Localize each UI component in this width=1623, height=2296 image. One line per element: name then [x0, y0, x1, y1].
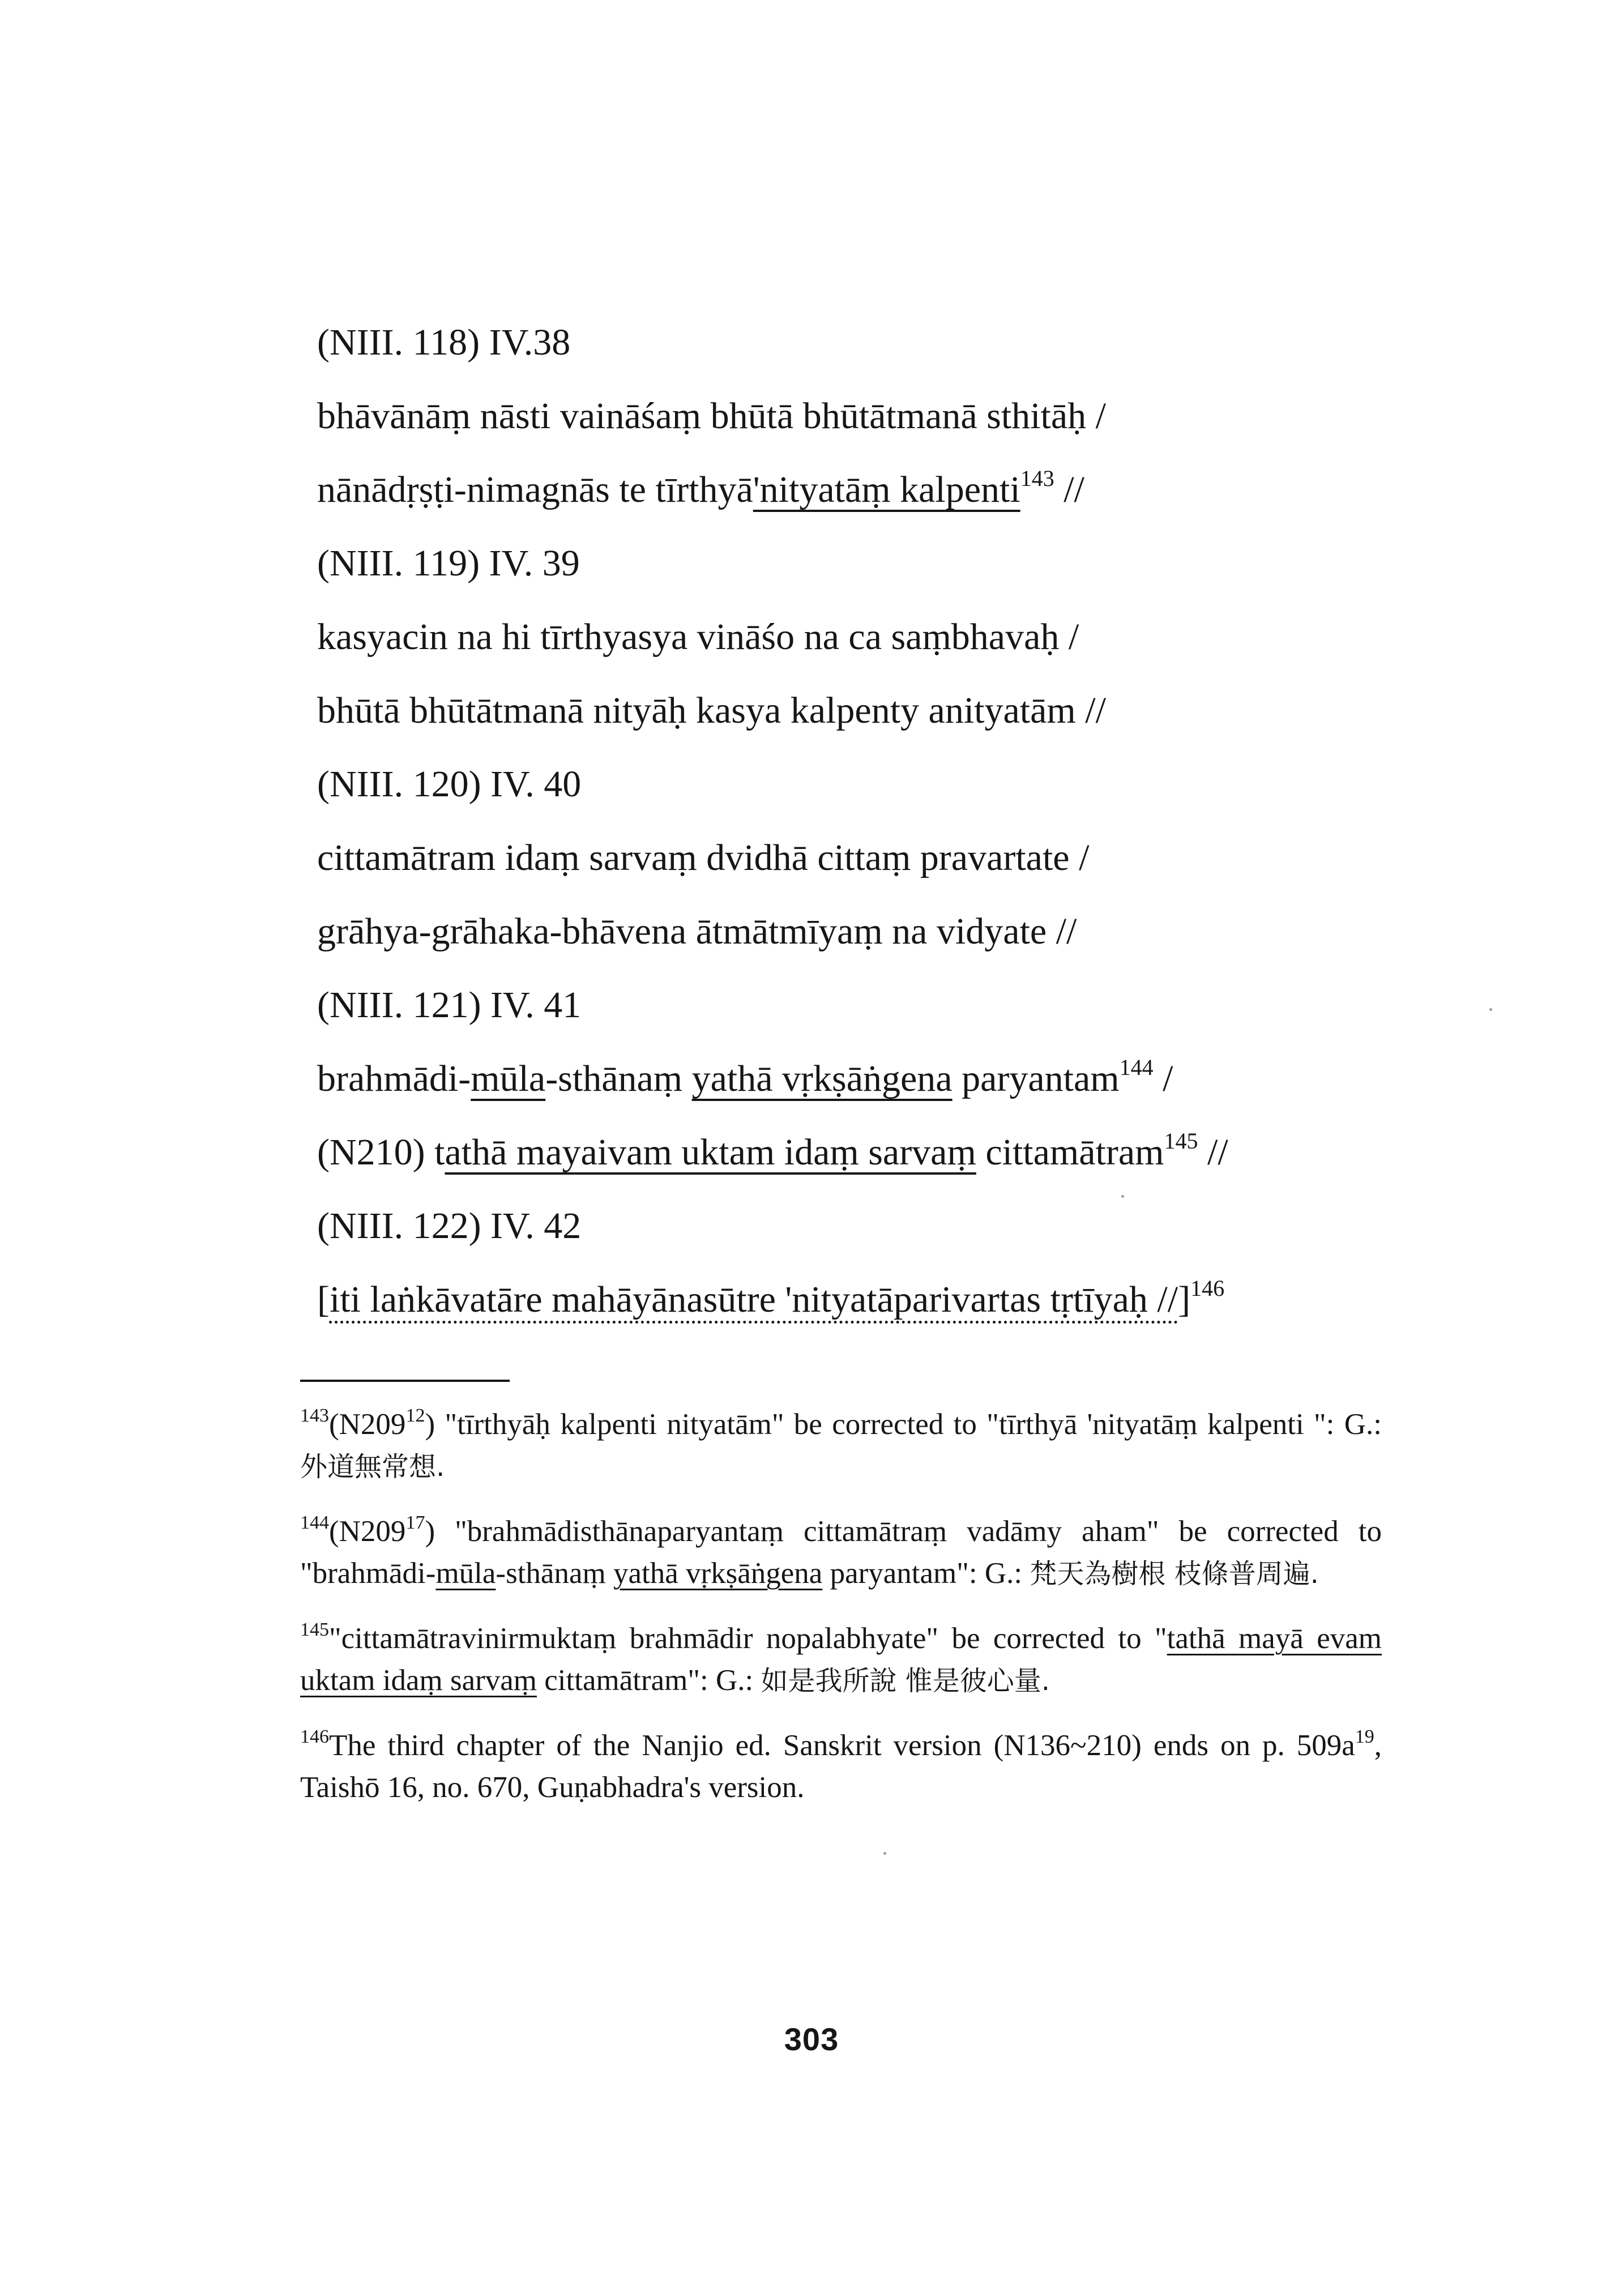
verse-line: bhāvānāṃ nāsti vaināśaṃ bhūtā bhūtātmanā sthitāḥ /: [317, 395, 1106, 437]
underlined-phrase: athā mayaivam uktam idaṃ sarvaṃ: [445, 1132, 976, 1173]
footnote-marker: 146: [1190, 1275, 1225, 1301]
verse-ref: (NIII. 121) IV. 41: [317, 984, 582, 1026]
footnote: $^{144}(N209^{17})$ "brahmādisthānaparyantaṃ cittamātraṃ vadāmy aham" be corrected to "brahmādi-mūla-sthānaṃ yathā vṛkṣāṅgena paryantam": G.: 梵天為樹根 枝條普周遍.: [300, 1512, 1382, 1590]
footnote-number: 145: [300, 1619, 329, 1640]
verse-line: brahmādi-mūla-sthānaṃ yathā vṛkṣāṅgena paryantam$^{144}$ /: [317, 1055, 1173, 1099]
scan-speck: [1121, 1195, 1124, 1198]
footnote-number: 143: [300, 1405, 329, 1426]
footnote: $^{145}$"cittamātravinirmuktaṃ brahmādir nopalabhyate" be corrected to "tathā mayā evam uktam idaṃ sarvaṃ cittamātram": G.: 如是我所說 惟是彼心量.: [300, 1619, 1382, 1697]
footnote-marker: 145: [1164, 1128, 1198, 1154]
footnote-marker: 144: [1119, 1055, 1154, 1080]
underlined-phrase: mūla: [471, 1058, 546, 1099]
underlined-phrase: yathā vṛkṣāṅgena: [613, 1557, 823, 1590]
dotted-underlined-phrase: iti laṅkāvatāre mahāyānasūtre 'nityatāparivartas tṛtīyaḥ //: [329, 1279, 1178, 1320]
verse-line: bhūtā bhūtātmanā nityāḥ kasya kalpenty anityatām //: [317, 690, 1106, 731]
footnote-number: 144: [300, 1512, 329, 1533]
scan-speck: [1489, 1008, 1492, 1011]
chinese-text: 梵天為樹根 枝條普周遍.: [1030, 1558, 1319, 1590]
verse-line: grāhya-grāhaka-bhāvena ātmātmīyaṃ na vidyate //: [317, 911, 1077, 952]
underlined-phrase: yathā vṛkṣāṅgena: [691, 1058, 953, 1099]
footnote-number: 146: [300, 1726, 329, 1747]
underlined-phrase: mūla: [435, 1557, 496, 1590]
verse-ref: (NIII. 118) IV.38: [317, 322, 571, 363]
verse-ref: (NIII. 119) IV. 39: [317, 543, 580, 584]
verse-ref: (NIII. 122) IV. 42: [317, 1205, 582, 1247]
footnote-marker: 143: [1020, 466, 1054, 491]
verse-line: kasyacin na hi tīrthyasya vināśo na ca saṃbhavaḥ /: [317, 616, 1079, 658]
verse-block: [317, 306, 1382, 1337]
verse-ref: (NIII. 120) IV. 40: [317, 763, 582, 805]
page-number: 303: [784, 2021, 839, 2057]
footnote: $^{143}(N209^{12})$ "tīrthyāḥ kalpenti nityatām" be corrected to "tīrthyā 'nityatāṃ kalpenti ": G.: 外道無常想.: [300, 1405, 1382, 1483]
scan-speck: [883, 1852, 886, 1855]
footnote: $^{146}$The third chapter of the Nanjio ed. Sanskrit version (N136~210) ends on p. $509a^{19}$, Taishō 16, no. 670, Guṇabhadra's version.: [300, 1726, 1382, 1804]
chinese-text: 如是我所說 惟是彼心量.: [761, 1665, 1050, 1697]
chinese-text: 外道無常想.: [300, 1451, 445, 1483]
footnotes: [300, 1403, 1382, 1831]
footnote-rule: [300, 1380, 510, 1382]
verse-line: cittamātram idaṃ sarvaṃ dvidhā cittaṃ pravartate /: [317, 837, 1090, 878]
underlined-phrase: tathā mayā evam uktam idaṃ sarvaṃ: [300, 1622, 1382, 1697]
verse-line: nānādṛṣṭi-nimagnās te tīrthyā'nityatāṃ kalpenti$^{143}$ //: [317, 466, 1084, 510]
verse-line: (N210) tathā mayaivam uktam idaṃ sarvaṃ cittamātram$^{145}$ //: [317, 1128, 1228, 1173]
chapter-colophon: [iti laṅkāvatāre mahāyānasūtre 'nityatāparivartas tṛtīyaḥ //]$^{146}$: [317, 1275, 1225, 1320]
underlined-phrase: 'nityatāṃ kalpenti: [753, 469, 1020, 510]
